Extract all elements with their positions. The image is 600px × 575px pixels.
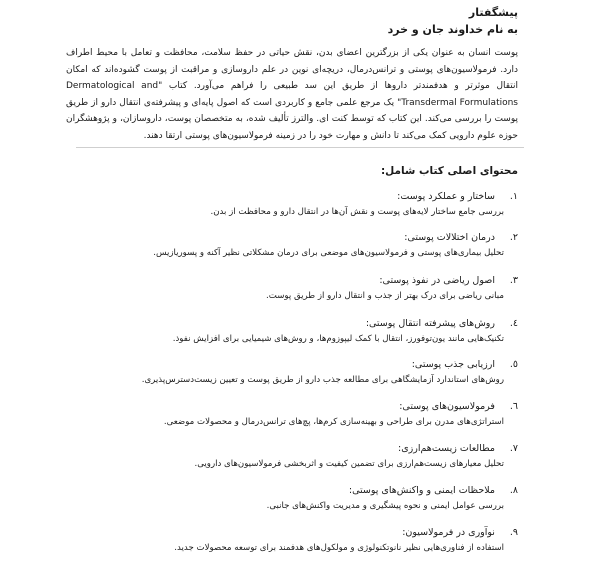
preface-heading: پیشگفتار — [468, 6, 518, 19]
item-title: فرمولاسیون‌های پوستی: — [399, 401, 495, 412]
item-number: ٦. — [509, 401, 518, 412]
item-number: ۱. — [509, 191, 518, 202]
section-divider — [76, 147, 524, 148]
item-description: تحلیل بیماری‌های پوستی و فرمولاسیون‌های موضعی برای درمان مشکلاتی نظیر آکنه و پسوریازیس. — [153, 248, 504, 258]
item-title: اصول ریاضی در نفوذ پوستی: — [379, 275, 495, 286]
item-description: روش‌های استاندارد آزمایشگاهی برای مطالعه جذب دارو از طریق پوست و تعیین زیست‌دسترس‌پذیری. — [141, 375, 504, 385]
item-description: بررسی جامع ساختار لایه‌های پوست و نقش آن‌ها در انتقال دارو و محافظت از بدن. — [210, 207, 504, 217]
list-item — [98, 316, 518, 346]
item-number: ۷. — [509, 443, 518, 454]
list-item — [98, 441, 518, 471]
list-item — [98, 399, 518, 429]
list-item — [98, 483, 518, 513]
item-description: تحلیل معیارهای زیست‌هم‌ارزی برای تضمین کیفیت و اثربخشی فرمولاسیون‌های دارویی. — [194, 459, 504, 469]
item-title: روش‌های پیشرفته انتقال پوستی: — [365, 318, 495, 329]
list-item — [98, 189, 518, 219]
item-description: استراتژی‌های مدرن برای طراحی و بهینه‌سازی کرم‌ها، پچ‌های ترانس‌درمال و محصولات موضعی. — [163, 417, 504, 427]
item-number: ۲. — [509, 232, 518, 243]
list-item — [98, 273, 518, 303]
item-number: ۸. — [509, 485, 518, 496]
item-title: درمان اختلالات پوستی: — [404, 232, 495, 243]
list-item — [98, 525, 518, 555]
item-number: ۹. — [509, 527, 518, 538]
item-title: ساختار و عملکرد پوست: — [397, 191, 495, 202]
item-number: ٥. — [509, 359, 518, 370]
item-title: مطالعات زیست‌هم‌ارزی: — [398, 443, 495, 454]
list-item — [98, 230, 518, 260]
item-title: ملاحظات ایمنی و واکنش‌های پوستی: — [348, 485, 495, 496]
item-description: بررسی عوامل ایمنی و نحوه پیشگیری و مدیریت واکنش‌های جانبی. — [266, 501, 504, 511]
intro-paragraph: پوست انسان به عنوان یکی از بزرگترین اعضای بدن، نقش حیاتی در حفظ سلامت، محافظت و تعامل با محیط اطراف دارد. فرمولاسیون‌های پوستی و ترانس‌درمال، دریچه‌ای نوین در علم داروسازی و مراقبت از پوست گشوده‌اند که امکان انتقال موثرتر و هدفمندتر داروها از طریق این سد طبیعی را فراهم می‌آورد. کتاب "Dermatological and Transdermal Formulations" یک مرجع علمی جامع و کاربردی است که اصول پایه‌ای و پیشرفته‌ی انتقال دارو از طریق پوست را بررسی می‌کند. این کتاب که توسط کنت ای. والترز تألیف شده، به متخصصان پوست، داروسازان، و پژوهشگران حوزه علوم دارویی کمک می‌کند تا دانش و مهارت خود را در زمینه فرمولاسیون‌های پوستی ارتقا دهند. — [66, 48, 519, 141]
item-title: نوآوری در فرمولاسیون: — [402, 527, 495, 538]
item-description: مبانی ریاضی برای درک بهتر از جذب و انتقال دارو از طریق پوست. — [266, 291, 504, 301]
item-description: استفاده از فناوری‌هایی نظیر نانوتکنولوژی و مولکول‌های هدفمند برای توسعه محصولات جدید. — [174, 543, 504, 553]
item-title: ارزیابی جذب پوستی: — [411, 359, 495, 370]
preface-subheading: به نام خداوند جان و خرد — [387, 23, 518, 36]
item-number: ٤. — [509, 318, 518, 329]
item-description: تکنیک‌هایی مانند یون‌توفورز، انتقال با کمک لیپوزوم‌ها، و روش‌های شیمیایی برای افزایش نفوذ. — [172, 334, 504, 344]
list-item — [98, 357, 518, 387]
item-number: ۳. — [509, 275, 518, 286]
contents-title: محتوای اصلی کتاب شامل: — [380, 165, 518, 177]
